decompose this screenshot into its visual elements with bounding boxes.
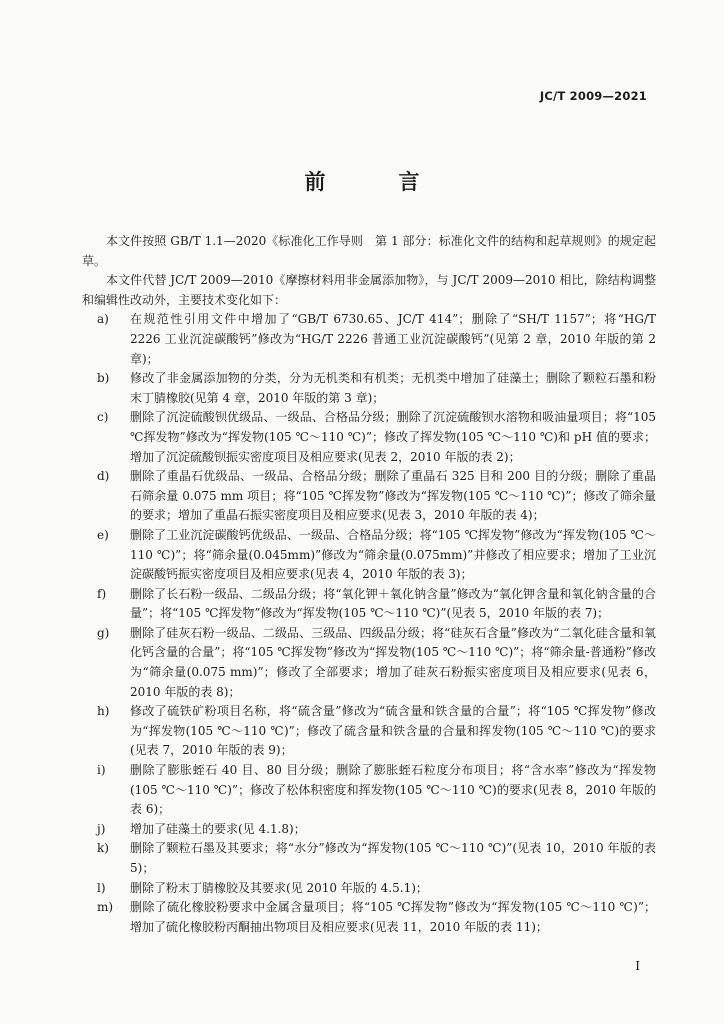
item-label: c) bbox=[97, 410, 109, 425]
item-text: 增加了硅藻土的要求(见 4.1.8)； bbox=[130, 821, 306, 836]
item-label: l) bbox=[97, 880, 106, 895]
item-label: k) bbox=[97, 841, 109, 856]
intro-paragraph: 本文件按照 GB/T 1.1—2020《标准化工作导则 第 1 部分：标准化文件的结构和起草规则》的规定起草。 bbox=[82, 234, 656, 268]
list-item bbox=[82, 624, 656, 702]
list-item bbox=[82, 310, 656, 369]
standard-code: JC/T 2009—2021 bbox=[539, 89, 647, 103]
item-label: d) bbox=[97, 469, 110, 484]
item-text: 删除了硅灰石粉一级品、二级品、三级品、四级品分级；将“硅灰石含量”修改为“二氧化硅含量和氧化钙含量的合量”；将“105 ℃挥发物”修改为“挥发物(105 ℃～110 ℃)”；将“筛余量-普通粉”修改为“筛余量(0.075 mm)”；修改了全部要求；增加了硅灰石粉振实密度项目及相应要求(见表 6，2010 年版的表 8)； bbox=[130, 625, 656, 699]
list-item bbox=[82, 898, 656, 937]
list-item bbox=[82, 369, 656, 408]
list-item bbox=[82, 820, 656, 840]
section-title: 前 言 bbox=[304, 169, 446, 194]
list-item bbox=[82, 526, 656, 585]
list-item bbox=[82, 585, 656, 624]
list-item bbox=[82, 879, 656, 899]
document-body bbox=[82, 232, 656, 937]
item-label: b) bbox=[97, 371, 110, 386]
item-text: 删除了沉淀硫酸钡优级品、一级品、合格品分级；删除了沉淀硫酸钡水溶物和吸油量项目；将“105 ℃挥发物”修改为“挥发物(105 ℃～110 ℃)”；修改了挥发物(105 ℃～110 ℃)和 pH 值的要求；增加了沉淀硫酸钡振实密度项目及相应要求(见表 2，2010 年版的表 2)； bbox=[130, 410, 656, 464]
item-label: f) bbox=[97, 586, 107, 601]
item-label: a) bbox=[97, 312, 109, 327]
item-label: i) bbox=[97, 763, 106, 778]
item-text: 删除了颗粒石墨及其要求；将“水分”修改为“挥发物(105 ℃～110 ℃)”(见表 10，2010 年版的表 5)； bbox=[130, 841, 656, 875]
item-text: 删除了工业沉淀碳酸钙优级品、一级品、合格品分级；将“105 ℃挥发物”修改为“挥发物(105 ℃～110 ℃)”；将“筛余量(0.045mm)”修改为“筛余量(0.075mm)”并修改了相应要求；增加了工业沉淀碳酸钙振实密度项目及相应要求(见表 4，2010 年版的表 3)； bbox=[130, 527, 656, 582]
item-text: 修改了硫铁矿粉项目名称，将“硫含量”修改为“硫含量和铁含量的合量”；将“105 ℃挥发物”修改为“挥发物(105 ℃～110 ℃)”；修改了硫含量和铁含量的合量和挥发物(105 ℃～110 ℃)的要求(见表 7，2010 年版的表 9)； bbox=[130, 704, 656, 758]
list-item bbox=[82, 839, 656, 878]
item-text: 删除了膨胀蛭石 40 目、80 目分级；删除了膨胀蛭石粒度分布项目；将“含水率”修改为“挥发物(105 ℃～110 ℃)”；修改了松体积密度和挥发物(105 ℃～110 ℃)的要求(见表 8，2010 年版的表 6)； bbox=[130, 763, 656, 817]
item-text: 在规范性引用文件中增加了“GB/T 6730.65、JC/T 414”；删除了“SH/T 1157”；将“HG/T 2226 工业沉淀碳酸钙”修改为“HG/T 2226 普通工业沉淀碳酸钙”(见第 2 章，2010 年版的第 2 章)； bbox=[130, 312, 656, 366]
list-item bbox=[82, 408, 656, 467]
item-label: j) bbox=[97, 821, 106, 836]
item-text: 删除了硫化橡胶粉要求中金属含量项目；将“105 ℃挥发物”修改为“挥发物(105 ℃～110 ℃)”；增加了硫化橡胶粉丙酮抽出物项目及相应要求(见表 11，2010 年版的表 11)； bbox=[130, 900, 656, 934]
item-text: 删除了粉末丁腈橡胶及其要求(见 2010 年版的 4.5.1)； bbox=[130, 880, 428, 895]
item-label: e) bbox=[97, 527, 109, 542]
list-item bbox=[82, 467, 656, 526]
item-text: 修改了非金属添加物的分类，分为无机类和有机类；无机类中增加了硅藻土；删除了颗粒石墨和粉末丁腈橡胶(见第 4 章，2010 年版的第 3 章)； bbox=[130, 371, 656, 405]
item-text: 删除了长石粉一级品、二级品分级；将“氧化钾＋氧化钠含量”修改为“氧化钾含量和氧化钠含量的合量”；将“105 ℃挥发物”修改为“挥发物(105 ℃～110 ℃)”(见表 5，2010 年版的表 7)； bbox=[130, 586, 656, 621]
item-label: h) bbox=[97, 704, 110, 719]
page-number: I bbox=[635, 959, 640, 973]
item-text: 删除了重晶石优级品、一级品、合格品分级；删除了重晶石 325 目和 200 目的分级；删除了重晶石筛余量 0.075 mm 项目；将“105 ℃挥发物”修改为“挥发物(105 ℃～110 ℃)”；修改了筛余量的要求；增加了重晶石振实密度项目及相应要求(见表 3，2010 年版的表 4)； bbox=[130, 469, 656, 523]
list-item bbox=[82, 761, 656, 820]
item-label: g) bbox=[97, 625, 110, 640]
item-label: m) bbox=[97, 900, 114, 915]
replacement-paragraph: 本文件代替 JC/T 2009—2010《摩擦材料用非金属添加物》，与 JC/T 2009—2010 相比，除结构调整和编辑性改动外，主要技术变化如下： bbox=[82, 273, 656, 307]
list-item bbox=[82, 702, 656, 761]
